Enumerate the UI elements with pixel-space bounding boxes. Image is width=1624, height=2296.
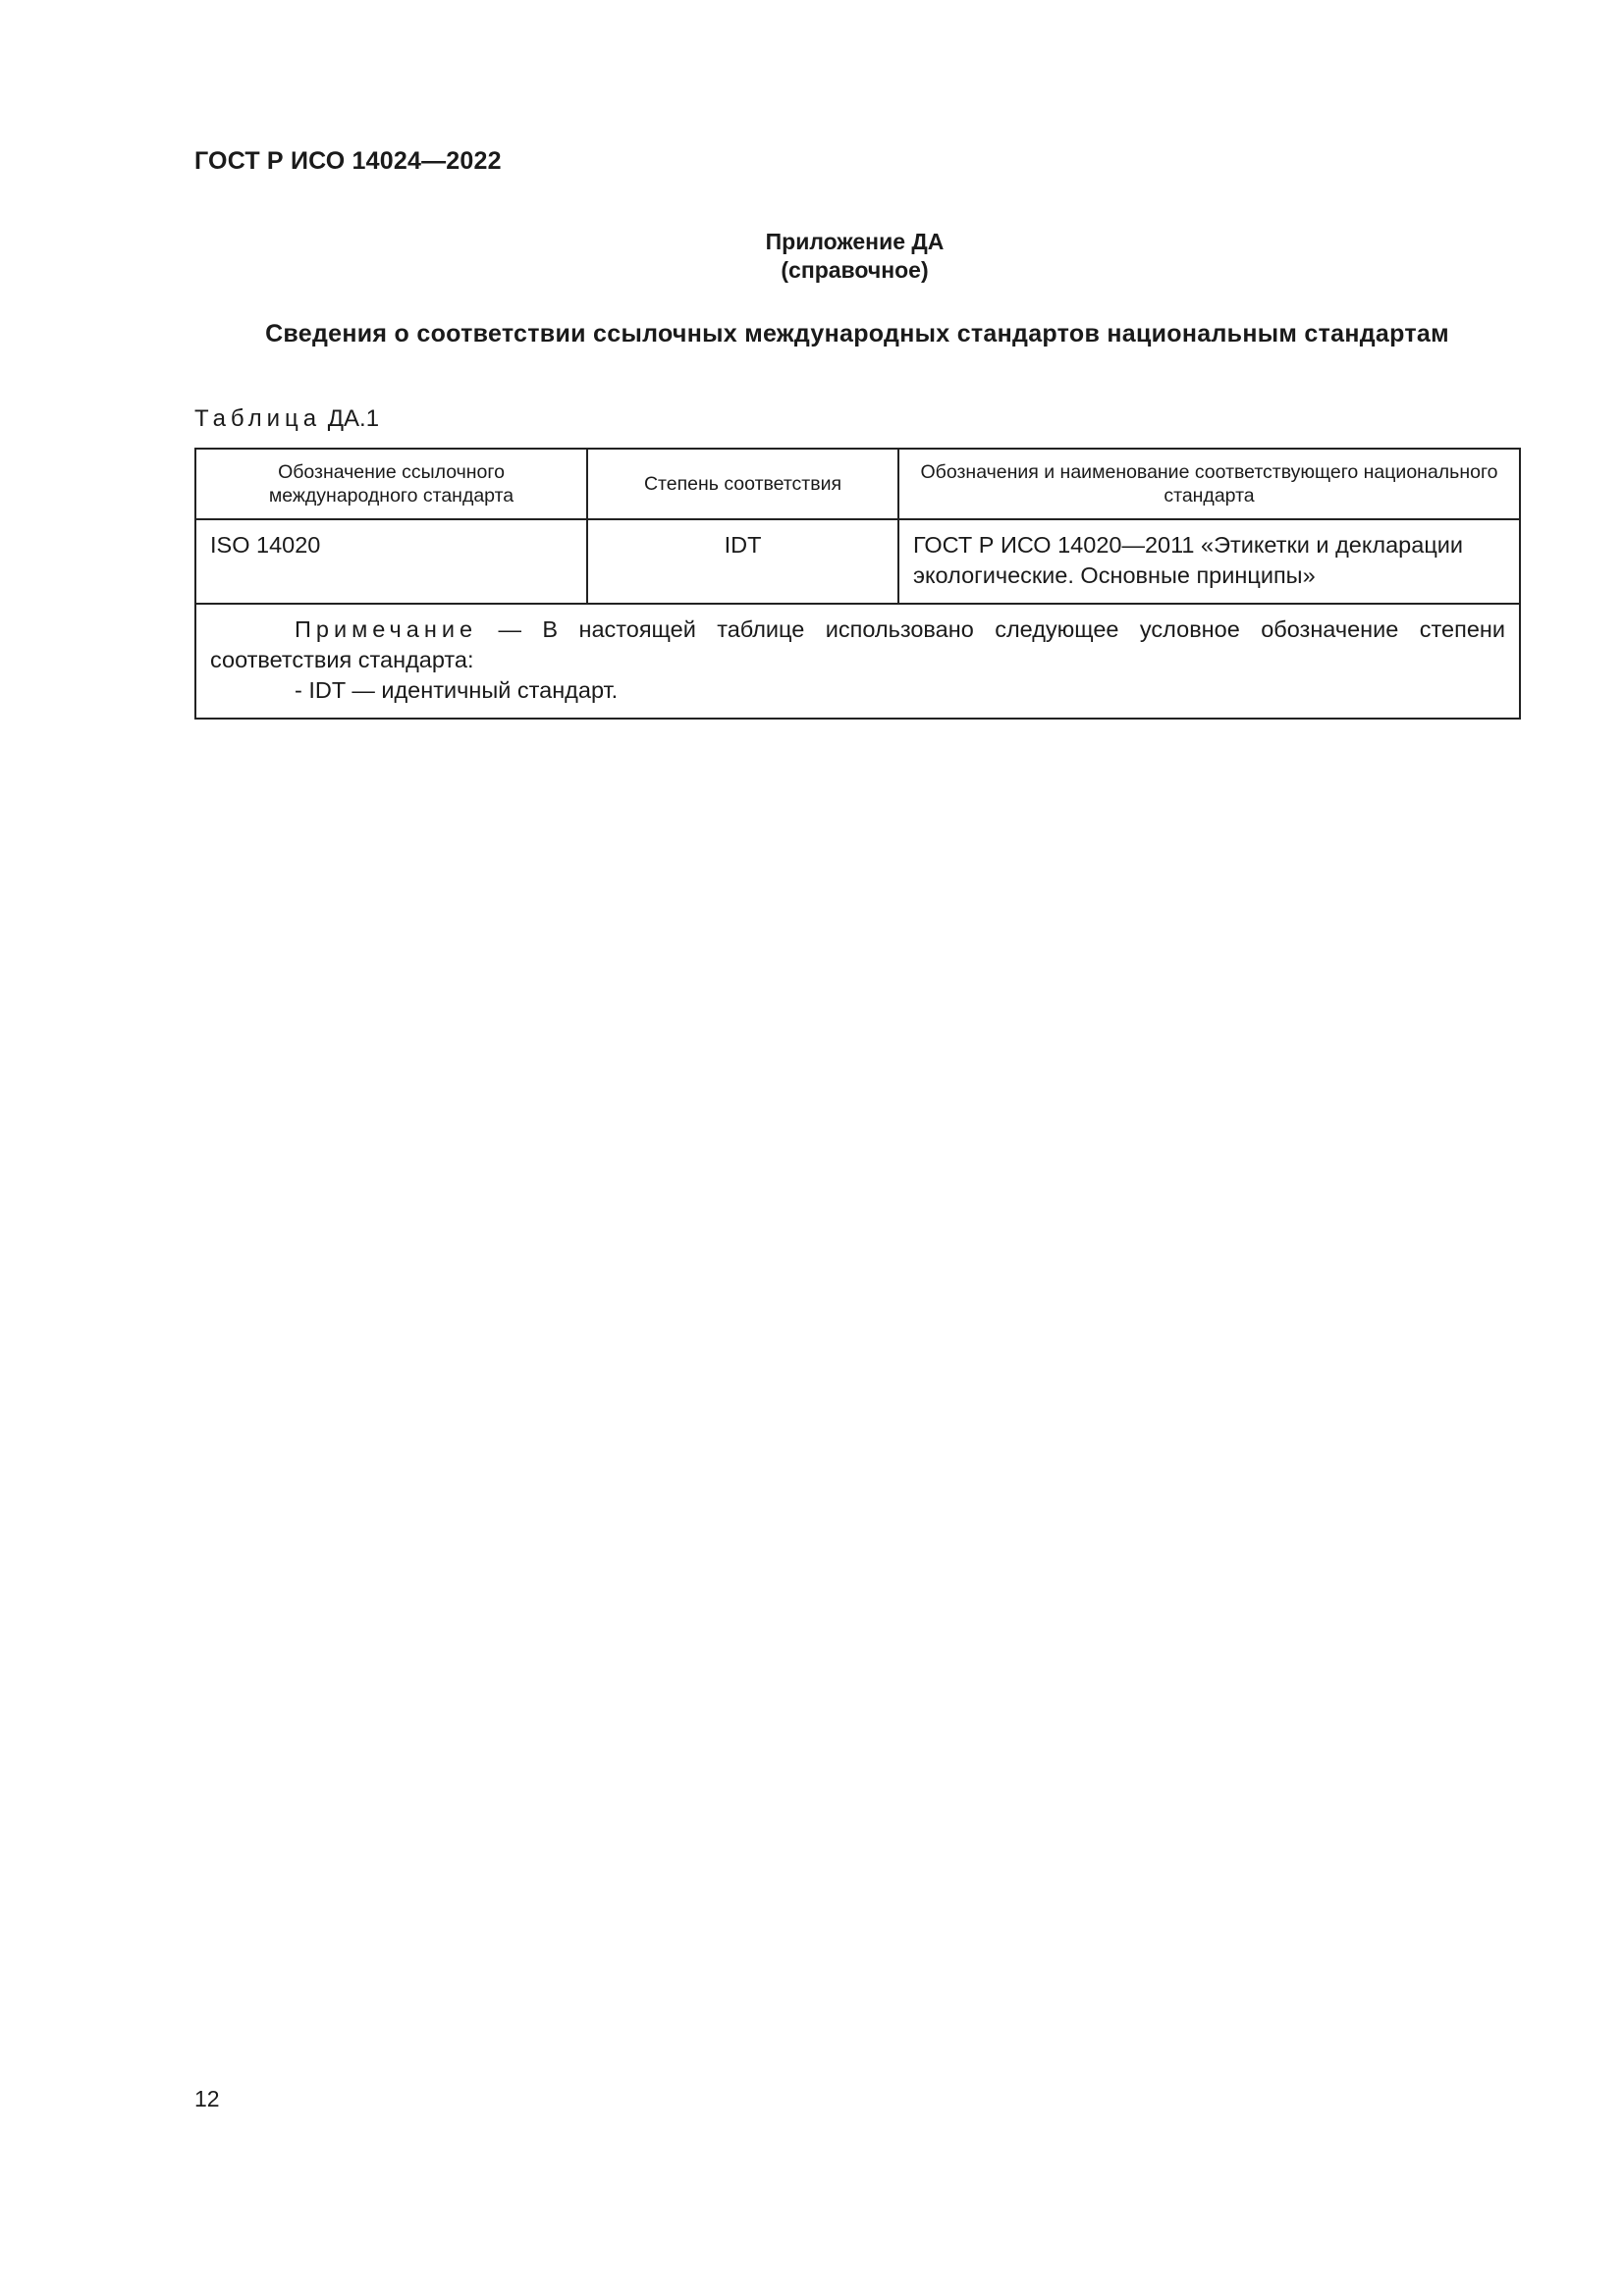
annex-heading	[0, 228, 1624, 285]
cell-degree: IDT	[587, 519, 898, 604]
table-caption-number: ДА.1	[327, 405, 380, 432]
page-number: 12	[194, 2086, 220, 2111]
note-lead: Примечание	[295, 616, 478, 642]
section-title: Сведения о соответствии ссылочных международных стандартов национальным стандартам	[265, 320, 1449, 347]
table-note	[195, 604, 1520, 719]
annex-title: Приложение ДА	[765, 229, 945, 254]
table-caption	[194, 405, 379, 433]
table-note-row	[195, 604, 1520, 719]
annex-subtitle: (справочное)	[781, 257, 929, 283]
table-header-row	[195, 449, 1520, 519]
note-text: — В настоящей таблице использовано следующее условное обозначение степени соответствия стандарта:	[210, 616, 1505, 672]
table-caption-word: Таблица	[194, 405, 322, 432]
table-row	[195, 519, 1520, 604]
note-paragraph	[210, 614, 1505, 675]
cell-national-standard: ГОСТ Р ИСО 14020—2011 «Этикетки и декларации экологические. Основные принципы»	[898, 519, 1520, 604]
header-national-standard: Обозначения и наименование соответствующего национального стандарта	[898, 449, 1520, 519]
header-international-standard: Обозначение ссылочного международного стандарта	[195, 449, 587, 519]
note-item: - IDT — идентичный стандарт.	[295, 677, 619, 703]
correspondence-table	[194, 448, 1521, 720]
document-code: ГОСТ Р ИСО 14024—2022	[194, 147, 502, 175]
header-degree: Степень соответствия	[587, 449, 898, 519]
cell-international-standard: ISO 14020	[195, 519, 587, 604]
